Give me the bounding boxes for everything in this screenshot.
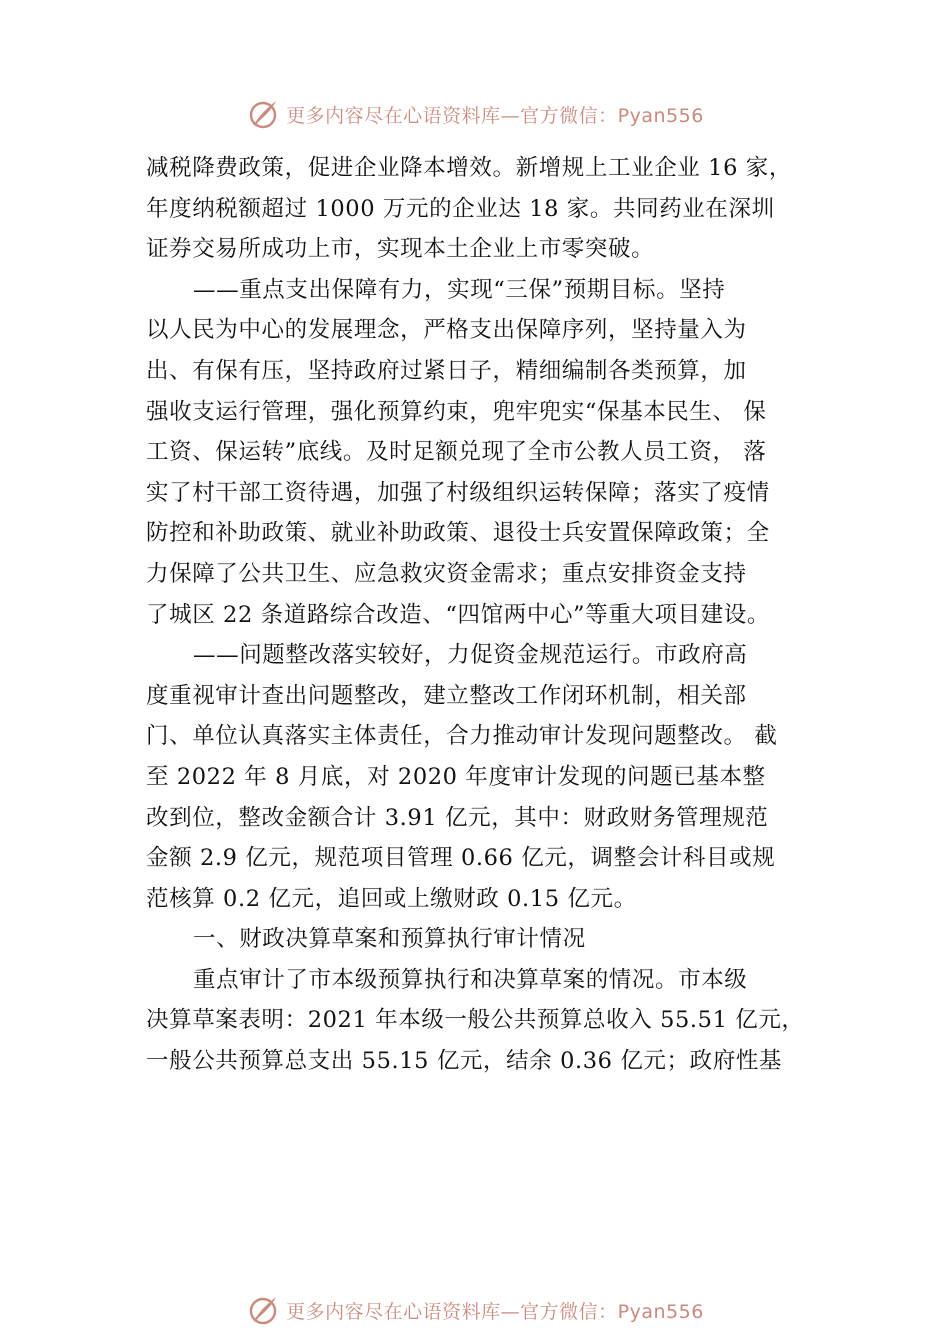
watermark-text — [286, 101, 704, 128]
quill-seal-icon — [246, 97, 280, 131]
text-line: 一般公共预算总支出 55.15 亿元，结余 0.36 亿元；政府性基 — [146, 1048, 783, 1075]
text-line: 金额 2.9 亿元，规范项目管理 0.66 亿元，调整会计科目或规 — [146, 845, 776, 872]
header-watermark-banner — [0, 94, 950, 134]
text-line: ——问题整改落实较好，力促资金规范运行。市政府高 — [193, 642, 748, 669]
text-line: 出、有保有压，坚持政府过紧日子，精细编制各类预算，加 — [146, 357, 747, 384]
text-line: 工资、保运转”底线。及时足额兑现了全市公教人员工资， 落 — [146, 439, 767, 466]
text-line: 力保障了公共卫生、应急救灾资金需求；重点安排资金支持 — [146, 560, 747, 587]
text-line: 减税降费政策，促进企业降本增效。新增规上工业企业 16 家， — [146, 155, 792, 181]
quill-seal-icon — [246, 1293, 280, 1327]
text-line: 决算草案表明：2021 年本级一般公共预算总收入 55.51 亿元， — [146, 1007, 805, 1034]
text-line: 证券交易所成功上市，实现本土企业上市零突破。 — [146, 236, 655, 263]
watermark-text — [286, 1297, 704, 1324]
wechat-handle: Pyan556 — [617, 104, 704, 127]
watermark-label: 更多内容尽在心语资料库—官方微信： — [286, 1300, 618, 1323]
text-line: 门、单位认真落实主体责任，合力推动审计发现问题整改。 截 — [146, 723, 778, 750]
text-line: 改到位，整改金额合计 3.91 亿元，其中：财政财务管理规范 — [146, 804, 769, 831]
text-line: 年度纳税额超过 1000 万元的企业达 18 家。共同药业在深圳 — [146, 195, 775, 222]
text-line: 了城区 22 条道路综合改造、“四馆两中心”等重大项目建设。 — [146, 601, 770, 628]
wechat-handle: Pyan556 — [617, 1300, 704, 1323]
footer-watermark-banner — [0, 1290, 950, 1330]
text-line: 强收支运行管理，强化预算约束，兜牢兜实“保基本民生、 保 — [146, 398, 767, 425]
text-line: 重点审计了市本级预算执行和决算草案的情况。市本级 — [193, 966, 748, 993]
text-line: 一、财政决算草案和预算执行审计情况 — [193, 926, 586, 953]
text-line: 范核算 0.2 亿元，追回或上缴财政 0.15 亿元。 — [146, 885, 637, 912]
document-body — [146, 148, 816, 1082]
watermark-label: 更多内容尽在心语资料库—官方微信： — [286, 104, 618, 127]
text-line: 以人民为中心的发展理念，严格支出保障序列，坚持量入为 — [146, 317, 747, 344]
text-line: 度重视审计查出问题整改，建立整改工作闭环机制，相关部 — [146, 682, 747, 709]
text-line: 至 2022 年 8 月底，对 2020 年度审计发现的问题已基本整 — [146, 763, 766, 790]
text-line: 防控和补助政策、就业补助政策、退役士兵安置保障政策；全 — [146, 520, 770, 547]
text-line: ——重点支出保障有力，实现“三保”预期目标。坚持 — [193, 276, 726, 303]
text-line: 实了村干部工资待遇，加强了村级组织运转保障；落实了疫情 — [146, 479, 770, 506]
